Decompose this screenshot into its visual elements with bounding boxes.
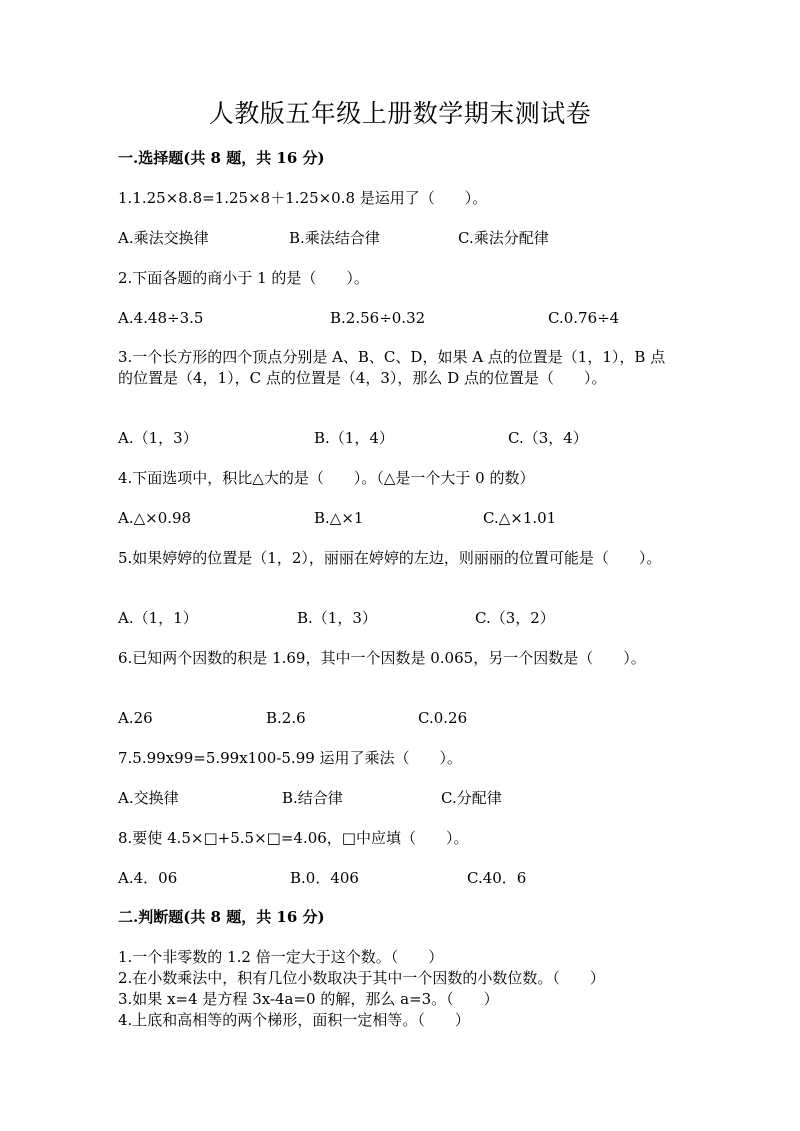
question-stem: 6.已知两个因数的积是 1.69，其中一个因数是 0.065，另一个因数是（ ）。 xyxy=(118,649,646,667)
question-stem: 1.1.25×8.8=1.25×8＋1.25×0.8 是运用了（ ）。 xyxy=(118,189,488,207)
option-b: B.0．406 xyxy=(290,869,359,887)
option-a: A.26 xyxy=(118,709,153,727)
judgment-item: 4.上底和高相等的两个梯形，面积一定相等。（ ） xyxy=(118,1011,470,1029)
question-stem: 4.下面选项中，积比△大的是（ ）。（△是一个大于 0 的数） xyxy=(118,469,535,487)
option-c: C.（3，4） xyxy=(508,429,588,447)
option-a: A.4.48÷3.5 xyxy=(118,309,204,327)
option-a: A.（1，1） xyxy=(118,609,198,627)
judgment-item: 2.在小数乘法中，积有几位小数取决于其中一个因数的小数位数。（ ） xyxy=(118,969,605,987)
question-stem: 2.下面各题的商小于 1 的是（ ）。 xyxy=(118,269,369,287)
option-a: A.（1，3） xyxy=(118,429,198,447)
question-stem: 3.一个长方形的四个顶点分别是 A、B、C、D，如果 A 点的位置是（1，1），B 点的位置是（4，1），C 点的位置是（4，3），那么 D 点的位置是（ ）。 xyxy=(118,348,666,387)
option-c: C.（3，2） xyxy=(475,609,555,627)
option-a: A.交换律 xyxy=(118,789,179,807)
option-c: C.乘法分配律 xyxy=(458,229,549,247)
option-b: B.2.56÷0.32 xyxy=(330,309,426,327)
option-b: B.（1，3） xyxy=(297,609,377,627)
option-c: C.△×1.01 xyxy=(483,509,557,527)
judgment-item: 3.如果 x=4 是方程 3x-4a=0 的解，那么 a=3。（ ） xyxy=(118,990,499,1008)
option-b: B.乘法结合律 xyxy=(289,229,380,247)
option-c: C.0.76÷4 xyxy=(548,309,620,327)
judgment-item: 1.一个非零数的 1.2 倍一定大于这个数。（ ） xyxy=(118,948,444,966)
page-title: 人教版五年级上册数学期末测试卷 xyxy=(208,99,592,128)
option-b: B.△×1 xyxy=(314,509,364,527)
option-a: A.乘法交换律 xyxy=(118,229,209,247)
option-c: C.0.26 xyxy=(418,709,468,727)
question-stem: 5.如果婷婷的位置是（1，2），丽丽在婷婷的左边，则丽丽的位置可能是（ ）。 xyxy=(118,549,662,567)
section-heading-judgment: 二.判断题(共 8 题，共 16 分) xyxy=(118,908,325,926)
question-stem: 7.5.99x99=5.99x100-5.99 运用了乘法（ ）。 xyxy=(118,749,463,767)
option-c: C.分配律 xyxy=(441,789,502,807)
option-b: B.（1，4） xyxy=(314,429,394,447)
option-a: A.4．06 xyxy=(118,869,178,887)
option-c: C.40．6 xyxy=(467,869,527,887)
question-stem: 8.要使 4.5×□+5.5×□=4.06，□中应填（ ）。 xyxy=(118,829,469,847)
option-b: B.结合律 xyxy=(282,789,343,807)
option-a: A.△×0.98 xyxy=(118,509,192,527)
section-heading-choice: 一.选择题(共 8 题，共 16 分) xyxy=(118,149,325,167)
option-b: B.2.6 xyxy=(266,709,306,727)
